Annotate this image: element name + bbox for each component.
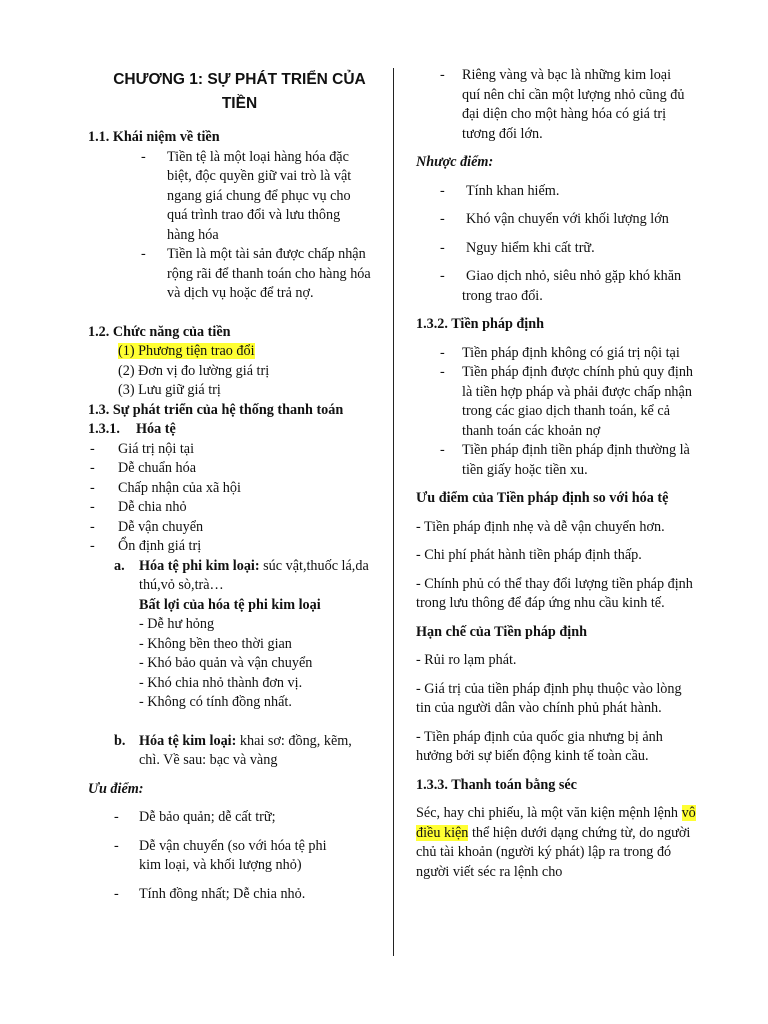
paragraph: Séc, hay chi phiếu, là một văn kiện mệnh lệnh vô điều kiện thể hiện dưới dạng chứng từ, do người chủ tài khoản (người ký phát) lập ra trong đó người viết séc ra lệnh cho xyxy=(416,805,696,880)
section-1-3-title: 1.3. Sự phát triển của hệ thống thanh toán xyxy=(88,401,344,418)
list-item: - Dễ chuẩn hóa xyxy=(90,460,196,476)
left-column xyxy=(88,66,373,904)
list-item: - Dễ chia nhỏ xyxy=(90,499,187,515)
list-item: (3) Lưu giữ giá trị xyxy=(118,382,221,398)
list-item: - Dễ bảo quản; dễ cất trữ; xyxy=(114,809,276,825)
right-column xyxy=(416,66,706,882)
paragraph: - Rủi ro lạm phát. xyxy=(416,652,517,668)
advantages-title: Ưu điểm: xyxy=(88,780,144,797)
list-item: - Tiền là một tài sản được chấp nhận rộng rãi để thanh toán cho hàng hóa và dịch vụ hoặc để trả nợ. xyxy=(141,246,371,301)
list-item: - Ổn định giá trị xyxy=(90,538,202,554)
list-item: - Chấp nhận của xã hội xyxy=(90,479,241,496)
sub-item-b: b. Hóa tệ kim loại: khai sơ: đồng, kẽm, chì. Về sau: bạc và vàng xyxy=(114,732,352,768)
list-item: - Riêng vàng và bạc là những kim loại quí nên chỉ cần một lượng nhỏ cũng đủ đại diện cho một hàng hóa có giá trị tương đối lớn. xyxy=(440,67,685,142)
list-item: - Khó chia nhỏ thành đơn vị. xyxy=(139,674,303,691)
list-item: - Dễ vận chuyển (so với hóa tệ phi kim loại, và khối lượng nhỏ) xyxy=(114,837,327,873)
paragraph: - Tiền pháp định nhẹ và dễ vận chuyển hơn. xyxy=(416,518,665,535)
list-item: - Tiền pháp định không có giá trị nội tại xyxy=(440,344,680,361)
list-item: - Giá trị nội tại xyxy=(90,440,195,457)
paragraph: - Chính phủ có thể thay đổi lượng tiền pháp định trong lưu thông để đáp ứng nhu cầu kinh tế. xyxy=(416,575,693,611)
column-divider xyxy=(393,68,394,956)
list-item: - Tính khan hiếm. xyxy=(440,182,560,199)
section-1-1-title: 1.1. Khái niệm về tiền xyxy=(88,129,220,145)
paragraph: - Chi phí phát hành tiền pháp định thấp. xyxy=(416,547,642,563)
list-item: - Tiền tệ là một loại hàng hóa đặc biệt, độc quyền giữ vai trò là vật ngang giá chung để phục vụ cho quá trình trao đổi và lưu thông hàng hóa xyxy=(141,148,352,243)
paragraph: - Giá trị của tiền pháp định phụ thuộc vào lòng tin của người dân vào chính phủ phát hành. xyxy=(416,680,682,716)
list-item: - Nguy hiểm khi cất trữ. xyxy=(440,239,595,256)
section-1-2-title: 1.2. Chức năng của tiền xyxy=(88,323,231,340)
list-item: - Giao dịch nhỏ, siêu nhỏ gặp khó khăn trong trao đổi. xyxy=(440,268,682,304)
list-item: (2) Đơn vị đo lường giá trị xyxy=(118,362,270,379)
section-1-3-2-title: 1.3.2. Tiền pháp định xyxy=(416,316,545,332)
chapter-title: CHƯƠNG 1: SỰ PHÁT TRIỂN CỦA TIỀN xyxy=(113,71,366,112)
disadvantages-title: Nhược điểm: xyxy=(416,154,494,170)
list-item: - Tiền pháp định tiền pháp định thường là tiền giấy hoặc tiền xu. xyxy=(440,442,690,478)
disadvantage-title: Bất lợi của hóa tệ phi kim loại xyxy=(139,596,321,613)
list-item: - Tiền pháp định được chính phủ quy định là tiền hợp pháp và phải được chấp nhận trong các giao dịch thanh toán, kể cả thanh toán các khoản nợ xyxy=(440,364,694,439)
section-1-3-1-title: 1.3.1. Hóa tệ xyxy=(88,421,176,437)
list-item: - Dễ vận chuyển xyxy=(90,518,204,535)
paragraph: - Tiền pháp định của quốc gia nhưng bị ảnh hưởng bởi sự biến động kinh tế toàn cầu. xyxy=(416,728,663,764)
list-item: - Dễ hư hỏng xyxy=(139,616,215,632)
sub-item-a: a. Hóa tệ phi kim loại: súc vật,thuốc lá,da thú,vỏ sò,trà… Bất lợi của hóa tệ phi kim loại - Dễ hư hỏng - Không bền theo thời gian - Khó bảo quản và vận chuyển - Khó chia nhỏ thành đơn vị. - Không có tính đồng nhất. xyxy=(88,557,371,713)
list-item: (1) Phương tiện trao đổi xyxy=(118,343,255,359)
fiat-advantages-title: Ưu điểm của Tiền pháp định so với hóa tệ xyxy=(416,490,669,506)
list-item: - Tính đồng nhất; Dễ chia nhỏ. xyxy=(114,885,306,902)
fiat-limitations-title: Hạn chế của Tiền pháp định xyxy=(416,623,587,640)
list-item: - Không bền theo thời gian xyxy=(139,635,292,652)
list-item: - Khó bảo quản và vận chuyển xyxy=(139,655,313,671)
highlighted-text: vô điều kiện xyxy=(416,805,696,841)
section-1-3-3-title: 1.3.3. Thanh toán bằng séc xyxy=(416,776,577,793)
list-item: - Khó vận chuyển với khối lượng lớn xyxy=(440,211,669,227)
list-item: - Không có tính đồng nhất. xyxy=(139,694,292,710)
